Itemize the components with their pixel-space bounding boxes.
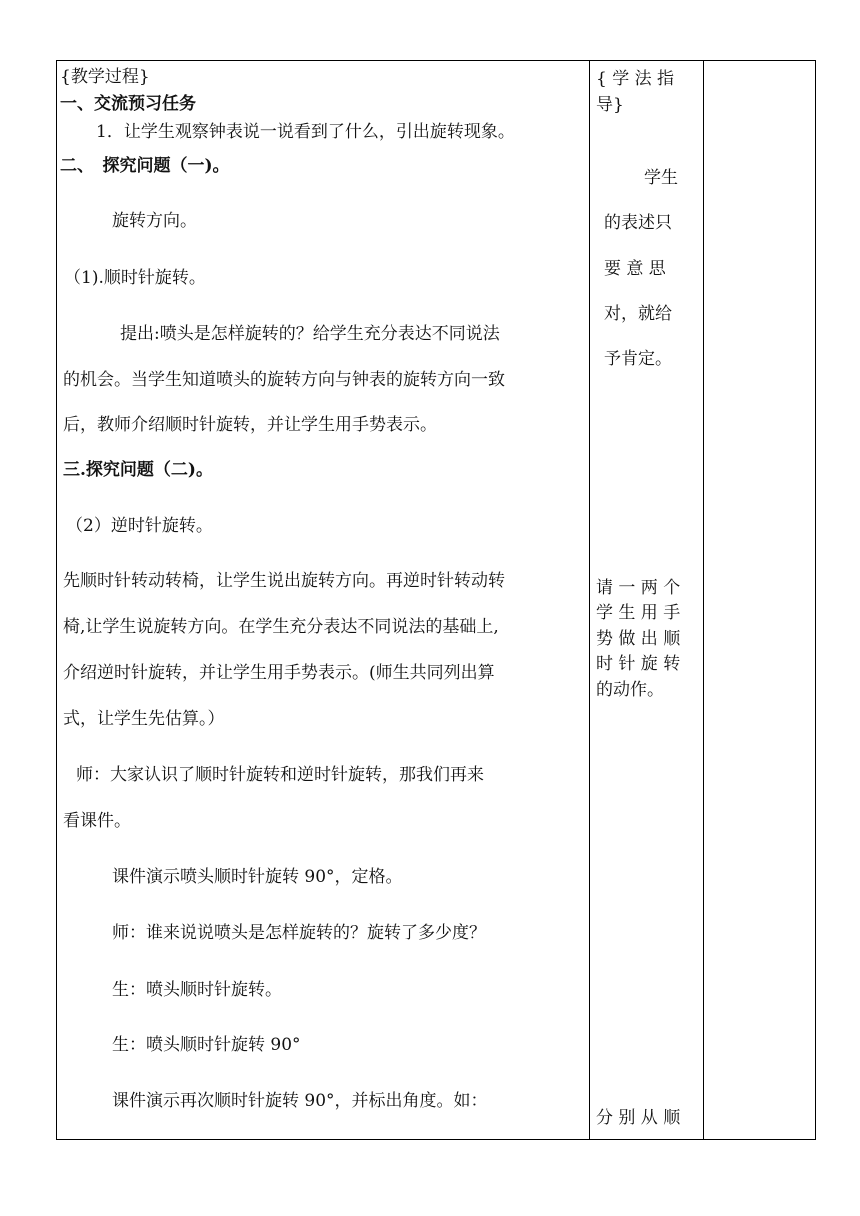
para2-line2: 椅,让学生说旋转方向。在学生充分表达不同说法的基础上,	[63, 617, 499, 637]
side-note2-line2: 学 生 用 手	[596, 603, 681, 623]
rotation-direction: 旋转方向。	[112, 211, 197, 231]
side-header-line1: { 学 法 指	[596, 69, 675, 89]
side-note1-line4: 对，就给	[604, 304, 672, 324]
demo-2: 课件演示再次顺时针旋转 90°，并标出角度。如：	[112, 1091, 488, 1111]
counter-clockwise-heading: （2）逆时针旋转。	[66, 516, 213, 536]
teacher1-line2: 看课件。	[63, 811, 131, 831]
side-note1-line2: 的表述只	[604, 213, 672, 233]
student-2: 生：喷头顺时针旋转 90°	[112, 1035, 301, 1055]
column-divider-1	[589, 61, 590, 1139]
teacher1-line1: 师：大家认识了顺时针旋转和逆时针旋转，那我们再来	[76, 765, 484, 785]
side-note2-line5: 的动作。	[596, 680, 664, 700]
clockwise-heading: （1).顺时针旋转。	[64, 268, 206, 288]
student-1: 生：喷头顺时针旋转。	[112, 980, 282, 1000]
para1-line3: 后，教师介绍顺时针旋转，并让学生用手势表示。	[63, 415, 437, 435]
side-note2-line3: 势 做 出 顺	[596, 629, 681, 649]
teacher-2: 师：谁来说说喷头是怎样旋转的？旋转了多少度？	[112, 923, 486, 943]
side-note1-line3: 要 意 思	[604, 259, 666, 279]
side-header-line2: 导}	[596, 95, 624, 115]
side-note1-line5: 予肯定。	[604, 349, 672, 369]
side-note2-line4: 时 针 旋 转	[596, 654, 681, 674]
para1-line2: 的机会。当学生知道喷头的旋转方向与钟表的旋转方向一致	[63, 370, 505, 390]
process-header: {教学过程}	[60, 67, 150, 87]
side-note2-line1: 请 一 两 个	[596, 578, 681, 598]
para1-line1: 提出:喷头是怎样旋转的？给学生充分表达不同说法	[120, 324, 500, 344]
para2-line4: 式，让学生先估算。）	[63, 709, 225, 729]
side-note3-line1: 分 别 从 顺	[596, 1108, 681, 1128]
demo-1: 课件演示喷头顺时针旋转 90°，定格。	[112, 867, 403, 887]
para2-line3: 介绍逆时针旋转，并让学生用手势表示。(师生共同列出算	[63, 663, 495, 683]
section-1-item: 1．让学生观察钟表说一说看到了什么，引出旋转现象。	[96, 122, 515, 142]
section-2-title: 二、 探究问题（一)。	[60, 156, 230, 176]
para2-line1: 先顺时针转动转椅，让学生说出旋转方向。再逆时针转动转	[63, 571, 505, 591]
section-1-title: 一、交流预习任务	[60, 94, 196, 114]
side-note1-line1: 学生	[644, 168, 678, 188]
section-3-title: 三.探究问题（二)。	[63, 460, 213, 480]
column-divider-2	[703, 61, 704, 1139]
